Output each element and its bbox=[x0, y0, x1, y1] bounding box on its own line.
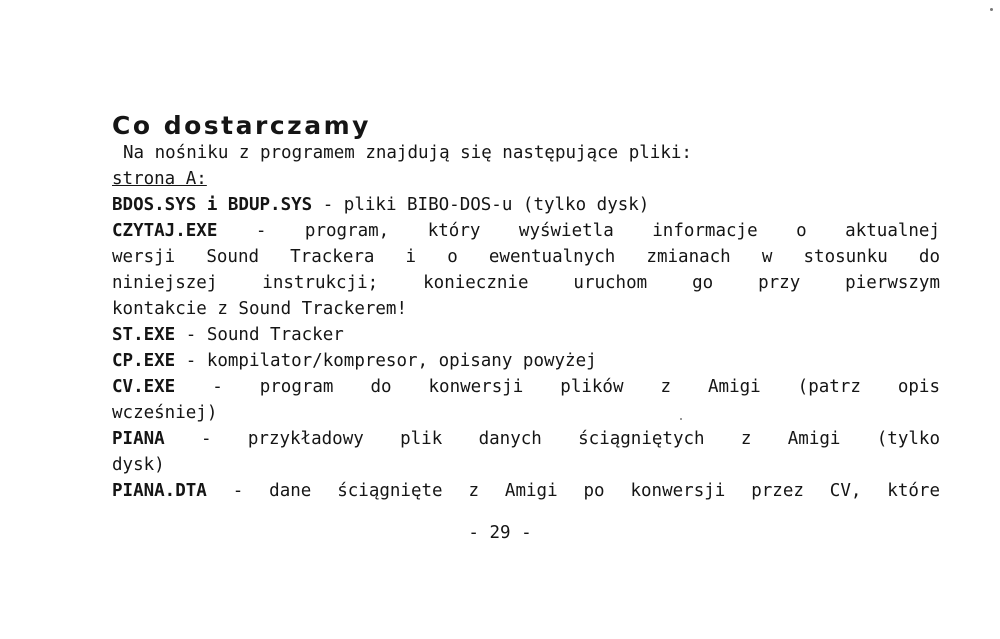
file-desc-bdos: - pliki BIBO-DOS-u (tylko dysk) bbox=[312, 195, 650, 215]
file-desc-piana: - przykładowy plik danych ściągniętych z Amigi (tylko bbox=[164, 429, 940, 449]
file-desc-czytaj: - program, który wyświetla informacje o aktualnej bbox=[217, 221, 940, 241]
file-name-piana: PIANA bbox=[112, 429, 165, 449]
entry-czytaj-line-2: wersji Sound Trackera i o ewentualnych zmianach w stosunku do bbox=[112, 247, 940, 267]
entry-cv-line-2: wcześniej) bbox=[112, 403, 218, 423]
side-a-label: strona A: bbox=[112, 169, 207, 189]
entry-cp bbox=[112, 348, 940, 374]
file-name-st: ST.EXE bbox=[112, 325, 176, 345]
page-number: - 29 - bbox=[468, 523, 532, 543]
file-name-piana-dta: PIANA.DTA bbox=[112, 481, 207, 501]
entry-cv-line-1 bbox=[112, 374, 940, 400]
entry-bdos bbox=[112, 192, 940, 218]
file-name-bdos: BDOS.SYS i BDUP.SYS bbox=[112, 195, 313, 215]
file-desc-piana-dta: - dane ściągnięte z Amigi po konwersji przez CV, które bbox=[206, 481, 940, 501]
entry-piana-line-2: dysk) bbox=[112, 455, 165, 475]
entry-piana-line-1 bbox=[112, 426, 940, 452]
file-desc-cv: - program do konwersji plików z Amigi (patrz opis bbox=[175, 377, 940, 397]
entry-st bbox=[112, 322, 940, 348]
file-name-cp: CP.EXE bbox=[112, 351, 176, 371]
entry-czytaj-line-1 bbox=[112, 218, 940, 244]
scan-speck bbox=[680, 418, 682, 420]
entry-piana-dta-line-1 bbox=[112, 478, 940, 504]
intro-text: Na nośniku z programem znajdują się następujące pliki: bbox=[123, 143, 692, 163]
side-a-label-line bbox=[112, 166, 940, 192]
file-name-czytaj: CZYTAJ.EXE bbox=[112, 221, 218, 241]
section-heading: Co dostarczamy bbox=[112, 111, 371, 140]
file-name-cv: CV.EXE bbox=[112, 377, 176, 397]
file-desc-cp: - kompilator/kompresor, opisany powyżej bbox=[175, 351, 597, 371]
file-desc-st: - Sound Tracker bbox=[175, 325, 344, 345]
entry-czytaj-line-3: niniejszej instrukcji; koniecznie uruchom go przy pierwszym bbox=[112, 273, 940, 293]
entry-czytaj-line-4: kontakcie z Sound Trackerem! bbox=[112, 299, 408, 319]
scan-speck bbox=[990, 8, 993, 11]
